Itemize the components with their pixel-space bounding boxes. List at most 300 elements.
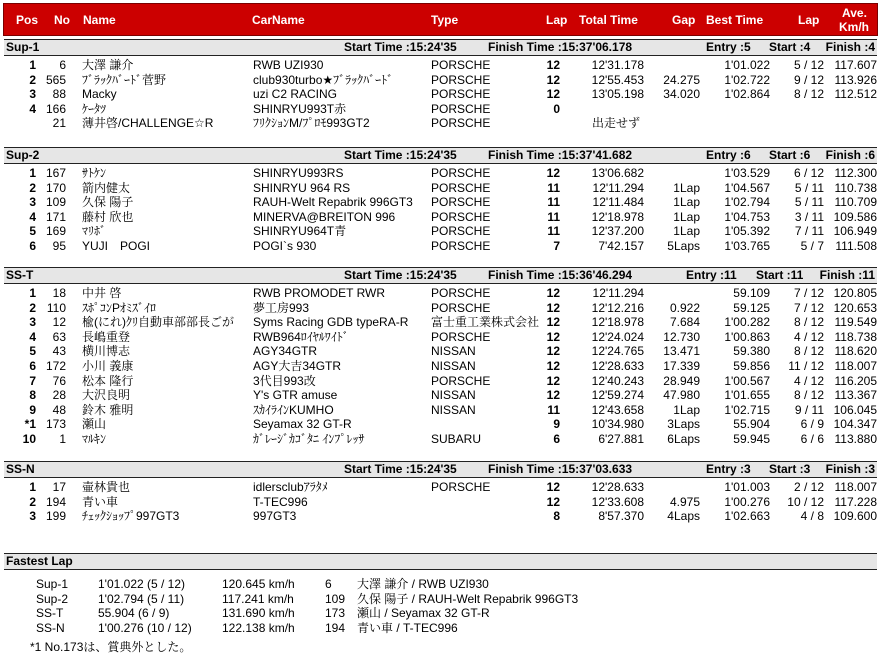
- cell-total: 12'33.608: [591, 494, 644, 509]
- cell-no: 6: [59, 58, 66, 72]
- cell-name: 久保 陽子: [82, 195, 134, 210]
- cell-bl: 8 / 12: [793, 388, 824, 403]
- cell-car: MINERVA@BREITON 996: [253, 209, 396, 224]
- cell-name: 横川博志: [82, 344, 131, 359]
- class-finish-time: Finish Time :15:37'03.633: [488, 462, 633, 476]
- cell-car: RWB PROMODET RWR: [253, 286, 386, 300]
- cell-pos: 3: [29, 87, 36, 102]
- cell-car: ﾌﾘｸｼｮﾝM/ﾌﾟﾛﾓ993GT2: [253, 116, 370, 131]
- fl-driver: 大澤 謙介 / RWB UZI930: [357, 577, 489, 591]
- cell-car: SHINRYU 964 RS: [253, 180, 351, 195]
- cell-no: 194: [45, 494, 66, 509]
- cell-name: 楡(にれ)ｸﾘ自動車部部長ごが: [82, 315, 234, 330]
- cell-no: 565: [45, 72, 66, 87]
- cell-type: PORSCHE: [431, 101, 491, 116]
- cell-total: 12'18.978: [591, 209, 644, 224]
- cell-best: 1'01.003: [724, 480, 770, 494]
- fastest-lap-row: [0, 577, 880, 591]
- cell-bl: 5 / 11: [794, 195, 824, 210]
- cell-lap: 12: [546, 72, 560, 87]
- cell-bl: 10 / 12: [787, 494, 824, 509]
- col-bestlap: Lap: [798, 13, 820, 27]
- cell-gap: 1Lap: [673, 180, 700, 195]
- table-row: [0, 102, 880, 116]
- cell-bl: 6 / 6: [800, 432, 824, 446]
- cell-bl: 8 / 12: [793, 315, 824, 330]
- cell-lap: 12: [546, 87, 560, 102]
- fl-time: 55.904 (6 / 9): [98, 606, 170, 621]
- cell-total: 13'05.198: [591, 87, 644, 102]
- cell-total: 12'11.484: [592, 195, 644, 210]
- cell-car: T-TEC996: [253, 494, 308, 509]
- cell-bl: 5 / 11: [794, 180, 824, 195]
- cell-ave: 110.709: [834, 195, 877, 210]
- cell-name: 瀬山: [82, 417, 107, 432]
- col-gap: Gap: [672, 13, 696, 27]
- cell-no: 167: [45, 166, 66, 180]
- cell-total: 12'43.658: [591, 402, 644, 417]
- cell-name: YUJI POGI: [82, 239, 151, 253]
- table-row: [0, 432, 880, 446]
- class-name: Sup-2: [6, 148, 40, 162]
- class-name: SS-T: [6, 268, 34, 282]
- cell-car: uzi C2 RACING: [253, 87, 338, 102]
- fastest-lap-title: Fastest Lap: [4, 553, 877, 570]
- cell-best: 1'02.715: [724, 402, 770, 417]
- cell-gap: 47.980: [663, 388, 700, 403]
- table-row: [0, 195, 880, 209]
- cell-lap: 0: [553, 101, 560, 116]
- table-row: [0, 286, 880, 300]
- cell-bl: 7 / 12: [793, 300, 824, 315]
- fl-driver: 久保 陽子 / RAUH-Welt Repabrik 996GT3: [357, 591, 579, 606]
- cell-pos: *1: [24, 417, 36, 432]
- cell-pos: 3: [29, 315, 36, 330]
- cell-name: 薄井啓/CHALLENGE☆R: [82, 116, 214, 131]
- cell-pos: 8: [29, 388, 36, 403]
- cell-gap: 4.975: [669, 494, 700, 509]
- col-kmh: Km/h: [839, 20, 869, 34]
- cell-pos: 1: [29, 286, 36, 300]
- cell-bl: 4 / 12: [793, 373, 824, 388]
- cell-name: ｹｰﾀﾂ: [82, 101, 107, 116]
- col-pos: Pos: [16, 13, 39, 27]
- fl-no: 6: [325, 577, 332, 591]
- cell-gap: 1Lap: [673, 224, 700, 239]
- cell-type: PORSCHE: [431, 180, 491, 195]
- cell-gap: 28.949: [663, 373, 700, 388]
- class-finish-time: Finish Time :15:37'41.682: [488, 148, 633, 162]
- cell-pos: 4: [29, 329, 36, 344]
- fl-class: SS-T: [36, 606, 64, 621]
- cell-car: ｶﾞﾚｰｼﾞｶｺﾞﾀﾆ ｲﾝﾌﾟﾚｯｻ: [253, 432, 365, 446]
- cell-type: PORSCHE: [431, 239, 491, 253]
- fl-speed: 120.645 km/h: [222, 577, 295, 591]
- col-total: Total Time: [579, 13, 638, 27]
- cell-total: 出走せず: [592, 116, 641, 131]
- cell-lap: 12: [546, 286, 560, 300]
- column-header-bar: [3, 3, 878, 36]
- cell-no: 170: [45, 180, 66, 195]
- cell-name: 長嶋重登: [82, 329, 131, 344]
- cell-gap: 1Lap: [673, 402, 700, 417]
- cell-best: 1'03.765: [724, 239, 770, 253]
- table-row: [0, 388, 880, 402]
- cell-type: PORSCHE: [431, 72, 491, 87]
- cell-ave: 112.512: [834, 87, 877, 102]
- cell-lap: 11: [547, 402, 560, 417]
- fl-speed: 117.241 km/h: [222, 591, 294, 606]
- cell-type: PORSCHE: [431, 224, 491, 239]
- cell-best: 1'00.282: [724, 315, 770, 330]
- cell-type: PORSCHE: [431, 166, 491, 180]
- table-row: [0, 210, 880, 224]
- cell-type: NISSAN: [431, 359, 476, 373]
- cell-total: 12'11.294: [592, 180, 644, 195]
- fl-no: 173: [325, 606, 346, 621]
- cell-ave: 117.228: [834, 494, 877, 509]
- cell-gap: 13.471: [663, 344, 700, 359]
- cell-car: Seyamax 32 GT-R: [253, 417, 352, 432]
- cell-gap: 12.730: [663, 329, 700, 344]
- cell-ave: 120.805: [833, 286, 877, 300]
- class-finished: Finish :6: [825, 148, 875, 162]
- cell-ave: 111.508: [835, 239, 877, 253]
- cell-car: POGI`s 930: [253, 239, 317, 253]
- table-row: [0, 181, 880, 195]
- cell-ave: 106.045: [833, 402, 877, 417]
- cell-total: 12'59.274: [591, 388, 644, 403]
- fl-class: SS-N: [36, 620, 65, 635]
- cell-best: 1'03.529: [724, 166, 770, 180]
- col-ave: Ave.: [842, 6, 867, 20]
- table-row: [0, 330, 880, 344]
- fastest-lap-row: [0, 592, 880, 606]
- cell-pos: 1: [29, 480, 36, 494]
- cell-bl: 2 / 12: [793, 480, 824, 494]
- cell-bl: 8 / 12: [793, 344, 824, 359]
- col-best: Best Time: [706, 13, 764, 27]
- cell-no: 166: [45, 101, 66, 116]
- cell-no: 173: [45, 417, 66, 432]
- cell-car: club930turbo★ﾌﾞﾗｯｸﾊﾞｰﾄﾞ: [253, 72, 394, 87]
- cell-ave: 106.949: [833, 224, 877, 239]
- col-type: Type: [431, 13, 459, 27]
- cell-lap: 12: [546, 359, 560, 373]
- cell-gap: 24.275: [663, 72, 700, 87]
- class-name: SS-N: [6, 462, 35, 476]
- cell-gap: 17.339: [663, 359, 700, 373]
- cell-best: 1'05.392: [724, 224, 770, 239]
- cell-best: 59.109: [733, 286, 770, 300]
- table-row: [0, 224, 880, 238]
- fl-class: Sup-1: [36, 577, 69, 591]
- cell-pos: 5: [29, 224, 36, 239]
- table-row: [0, 495, 880, 509]
- cell-no: 110: [46, 300, 66, 315]
- cell-best: 59.856: [733, 359, 770, 373]
- cell-type: PORSCHE: [431, 373, 491, 388]
- cell-lap: 12: [546, 494, 560, 509]
- cell-ave: 112.300: [834, 166, 877, 180]
- cell-best: 1'02.864: [724, 87, 770, 102]
- cell-bl: 5 / 12: [793, 58, 824, 72]
- cell-no: 88: [52, 87, 66, 102]
- cell-gap: 3Laps: [667, 417, 700, 432]
- cell-ave: 110.738: [834, 180, 877, 195]
- col-car: CarName: [252, 13, 305, 27]
- cell-no: 28: [52, 388, 66, 403]
- col-name: Name: [83, 13, 116, 27]
- cell-no: 21: [52, 116, 66, 131]
- class-header: [4, 267, 877, 284]
- fl-time: 1'01.022 (5 / 12): [98, 577, 186, 591]
- cell-car: 997GT3: [253, 509, 297, 524]
- cell-car: 3代目993改: [253, 373, 316, 388]
- cell-best: 1'04.567: [724, 180, 770, 195]
- cell-total: 12'28.633: [591, 359, 644, 373]
- cell-pos: 2: [29, 300, 36, 315]
- cell-gap: 5Laps: [667, 239, 700, 253]
- cell-name: 藤村 欣也: [82, 209, 134, 224]
- cell-type: PORSCHE: [431, 87, 491, 102]
- cell-name: 小川 義康: [82, 359, 134, 373]
- cell-no: 1: [59, 432, 66, 446]
- cell-total: 12'18.978: [591, 315, 644, 330]
- cell-pos: 6: [29, 359, 36, 373]
- cell-no: 172: [45, 359, 66, 373]
- class-entry: Entry :6: [706, 148, 751, 162]
- cell-ave: 118.620: [834, 344, 877, 359]
- class-finished: Finish :4: [825, 40, 875, 54]
- cell-total: 12'12.216: [591, 300, 644, 315]
- cell-car: RWB964ﾛｲﾔﾙﾜｲﾄﾞ: [253, 329, 349, 344]
- col-no: No: [54, 13, 70, 27]
- cell-total: 12'55.453: [591, 72, 644, 87]
- cell-no: 17: [52, 480, 66, 494]
- cell-no: 76: [52, 373, 66, 388]
- cell-best: 59.125: [733, 300, 770, 315]
- cell-name: 中井 啓: [82, 286, 122, 300]
- cell-lap: 12: [546, 315, 560, 330]
- cell-pos: 5: [29, 344, 36, 359]
- cell-lap: 12: [546, 329, 560, 344]
- cell-car: SHINRYU993RS: [253, 166, 344, 180]
- cell-no: 95: [52, 239, 66, 253]
- cell-lap: 12: [546, 300, 560, 315]
- cell-bl: 9 / 11: [794, 402, 824, 417]
- table-row: [0, 403, 880, 417]
- cell-pos: 4: [29, 101, 36, 116]
- fl-driver: 瀬山 / Seyamax 32 GT-R: [357, 606, 490, 621]
- class-start-time: Start Time :15:24'35: [344, 40, 457, 54]
- cell-name: ﾁｪｯｸｼｮｯﾌﾟ997GT3: [82, 509, 180, 524]
- cell-name: ﾏﾙｷﾝ: [82, 432, 107, 446]
- cell-pos: 1: [29, 166, 36, 180]
- class-finished: Finish :3: [825, 462, 875, 476]
- class-entry: Entry :11: [686, 268, 737, 282]
- cell-pos: 9: [29, 402, 36, 417]
- cell-lap: 12: [546, 480, 560, 494]
- cell-bl: 4 / 12: [793, 329, 824, 344]
- cell-name: 鈴木 雅明: [82, 402, 134, 417]
- cell-car: RWB UZI930: [253, 58, 324, 72]
- cell-bl: 5 / 7: [800, 239, 824, 253]
- cell-type: SUBARU: [431, 432, 482, 446]
- cell-lap: 11: [547, 209, 560, 224]
- cell-total: 12'37.200: [591, 224, 644, 239]
- cell-pos: 10: [22, 432, 36, 446]
- cell-name: 松本 隆行: [82, 373, 134, 388]
- cell-total: 6'27.881: [598, 432, 644, 446]
- cell-pos: 2: [29, 180, 36, 195]
- table-row: [0, 166, 880, 180]
- fl-no: 109: [325, 591, 346, 606]
- fl-time: 1'00.276 (10 / 12): [98, 620, 192, 635]
- cell-car: AGY大吉34GTR: [253, 359, 342, 373]
- class-name: Sup-1: [6, 40, 40, 54]
- class-start-time: Start Time :15:24'35: [344, 462, 457, 476]
- cell-ave: 113.880: [834, 432, 877, 446]
- cell-no: 43: [52, 344, 66, 359]
- class-started: Start :11: [756, 268, 804, 282]
- cell-bl: 7 / 11: [794, 224, 824, 239]
- cell-no: 48: [52, 402, 66, 417]
- cell-name: 大沢良明: [82, 388, 131, 403]
- class-start-time: Start Time :15:24'35: [344, 148, 457, 162]
- cell-ave: 104.347: [833, 417, 877, 432]
- cell-car: Syms Racing GDB typeRA-R: [253, 315, 409, 330]
- cell-lap: 7: [553, 239, 560, 253]
- cell-bl: 6 / 9: [800, 417, 824, 432]
- cell-name: 大澤 謙介: [82, 58, 134, 72]
- cell-best: 1'01.655: [724, 388, 770, 403]
- cell-best: 1'00.276: [724, 494, 770, 509]
- cell-name: ｻﾄｹﾝ: [82, 166, 107, 180]
- cell-type: PORSCHE: [431, 286, 491, 300]
- cell-lap: 12: [546, 373, 560, 388]
- class-start-time: Start Time :15:24'35: [344, 268, 457, 282]
- fl-class: Sup-2: [36, 591, 69, 606]
- class-finish-time: Finish Time :15:36'46.294: [488, 268, 633, 282]
- cell-type: PORSCHE: [431, 209, 491, 224]
- table-row: [0, 301, 880, 315]
- table-row: [0, 73, 880, 87]
- cell-best: 55.904: [733, 417, 770, 432]
- cell-name: 壷林貴也: [82, 480, 131, 494]
- class-header: [4, 461, 877, 478]
- cell-lap: 12: [546, 388, 560, 403]
- cell-gap: 4Laps: [667, 509, 700, 524]
- class-entry: Entry :5: [706, 40, 751, 54]
- cell-car: 夢工房993: [253, 300, 310, 315]
- cell-pos: 3: [29, 509, 36, 524]
- footnote: *1 No.173は、賞典外とした。: [30, 640, 192, 654]
- cell-lap: 9: [553, 417, 560, 432]
- cell-car: SHINRYU964T青: [253, 224, 347, 239]
- table-row: [0, 116, 880, 130]
- cell-total: 12'40.243: [591, 373, 644, 388]
- cell-type: 富士重工業株式会社: [431, 315, 540, 330]
- cell-bl: 6 / 12: [793, 166, 824, 180]
- fl-time: 1'02.794 (5 / 11): [98, 591, 185, 606]
- cell-type: PORSCHE: [431, 300, 491, 315]
- cell-lap: 11: [547, 180, 560, 195]
- cell-pos: 7: [29, 373, 36, 388]
- cell-total: 12'31.178: [591, 58, 644, 72]
- cell-name: 青い車: [82, 494, 119, 509]
- cell-no: 169: [45, 224, 66, 239]
- cell-gap: 0.922: [669, 300, 700, 315]
- table-row: [0, 87, 880, 101]
- cell-ave: 109.600: [833, 509, 877, 524]
- cell-gap: 6Laps: [667, 432, 700, 446]
- cell-gap: 34.020: [663, 87, 700, 102]
- cell-gap: 1Lap: [673, 195, 700, 210]
- cell-bl: 9 / 12: [793, 72, 824, 87]
- cell-type: NISSAN: [431, 344, 476, 359]
- fl-no: 194: [325, 620, 346, 635]
- cell-pos: 1: [29, 58, 36, 72]
- cell-car: SHINRYU993T赤: [253, 101, 347, 116]
- col-lap: Lap: [546, 13, 568, 27]
- table-row: [0, 239, 880, 253]
- cell-best: 1'02.794: [724, 195, 770, 210]
- cell-name: ﾌﾞﾗｯｸﾊﾞｰﾄﾞ菅野: [82, 72, 167, 87]
- cell-best: 59.380: [733, 344, 770, 359]
- class-started: Start :4: [769, 40, 811, 54]
- cell-total: 8'57.370: [598, 509, 644, 524]
- fastest-lap-row: [0, 606, 880, 620]
- cell-car: RAUH-Welt Repabrik 996GT3: [253, 195, 413, 210]
- cell-pos: 2: [29, 72, 36, 87]
- cell-lap: 12: [546, 166, 560, 180]
- cell-ave: 119.549: [834, 315, 877, 330]
- cell-car: idlersclubｱﾗﾀﾒ: [253, 480, 328, 494]
- cell-gap: 7.684: [669, 315, 700, 330]
- cell-total: 12'28.633: [591, 480, 644, 494]
- cell-ave: 118.738: [834, 329, 877, 344]
- cell-name: ｽﾎﾟｺﾝPｵﾐｽﾞｲﾛ: [82, 300, 157, 315]
- cell-ave: 118.007: [834, 359, 877, 373]
- cell-name: Macky: [82, 87, 117, 102]
- cell-lap: 12: [546, 344, 560, 359]
- table-row: [0, 344, 880, 358]
- class-entry: Entry :3: [706, 462, 751, 476]
- cell-type: PORSCHE: [431, 329, 491, 344]
- cell-total: 10'34.980: [591, 417, 644, 432]
- cell-no: 18: [52, 286, 66, 300]
- table-row: [0, 315, 880, 329]
- class-started: Start :3: [769, 462, 811, 476]
- cell-bl: 4 / 8: [800, 509, 824, 524]
- cell-type: PORSCHE: [431, 58, 491, 72]
- cell-name: 箭内健太: [82, 180, 131, 195]
- table-row: [0, 509, 880, 523]
- cell-type: PORSCHE: [431, 480, 491, 494]
- class-started: Start :6: [769, 148, 811, 162]
- fl-speed: 131.690 km/h: [222, 606, 295, 621]
- cell-no: 171: [45, 209, 66, 224]
- cell-ave: 117.607: [834, 58, 877, 72]
- class-finish-time: Finish Time :15:37'06.178: [488, 40, 633, 54]
- cell-ave: 116.205: [834, 373, 877, 388]
- cell-total: 12'24.765: [591, 344, 644, 359]
- cell-bl: 3 / 11: [794, 209, 824, 224]
- cell-best: 1'04.753: [724, 209, 770, 224]
- cell-bl: 8 / 12: [793, 87, 824, 102]
- cell-best: 1'00.567: [724, 373, 770, 388]
